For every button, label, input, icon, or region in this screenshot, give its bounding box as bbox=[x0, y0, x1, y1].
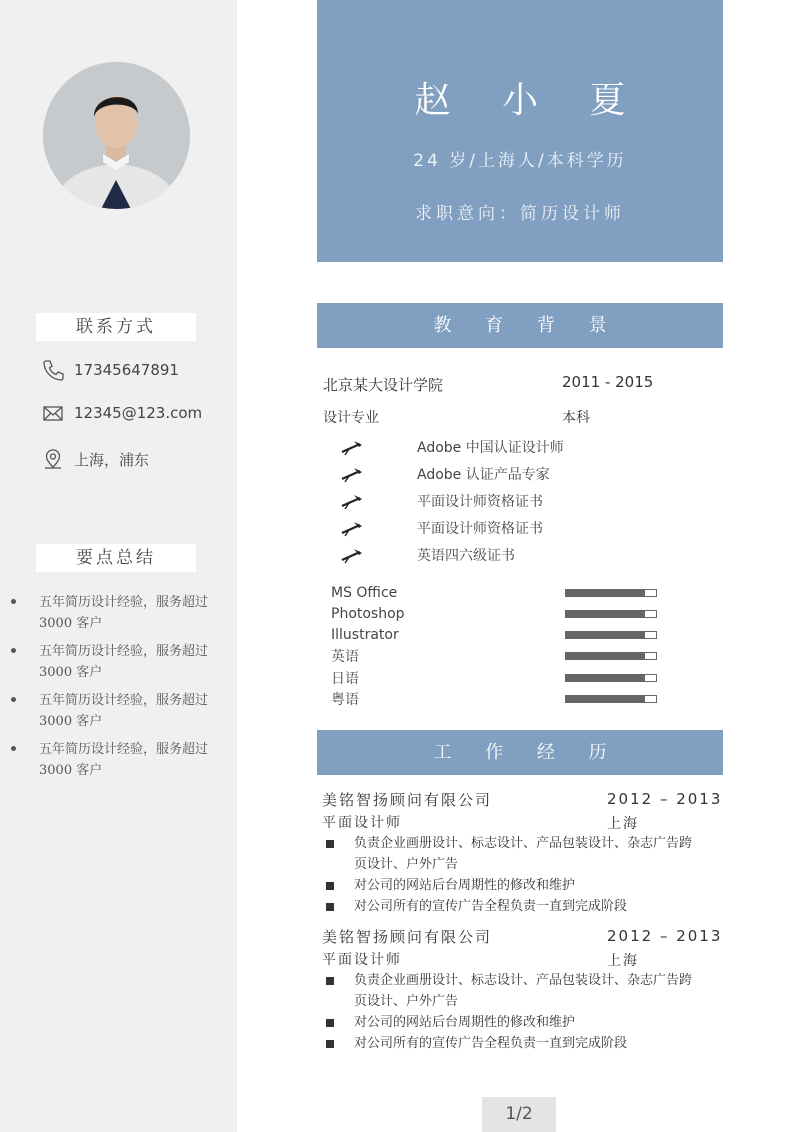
summary-item: 五年简历设计经验，服务超过 3000 客户 bbox=[8, 641, 223, 683]
skill-row bbox=[331, 625, 661, 645]
job-date: 2012 – 2013 bbox=[607, 790, 723, 808]
contact-heading: 联系方式 bbox=[36, 313, 196, 341]
summary-heading: 要点总结 bbox=[36, 544, 196, 572]
skill-bar-fill bbox=[566, 675, 645, 681]
skill-label: Illustrator bbox=[331, 627, 399, 643]
duty-item: 对公司所有的宣传广告全程负责一直到完成阶段 bbox=[326, 1033, 716, 1054]
skill-bar-fill bbox=[566, 653, 645, 659]
bullet-icon bbox=[11, 746, 16, 751]
skill-bar bbox=[565, 695, 657, 703]
location-text: 上海，浦东 bbox=[74, 450, 150, 469]
certificate-icon bbox=[340, 492, 364, 510]
certificate-item: 英语四六级证书 bbox=[340, 545, 515, 565]
summary-item: 五年简历设计经验，服务超过 3000 客户 bbox=[8, 690, 223, 732]
certificate-icon bbox=[340, 438, 364, 456]
job-title: 平面设计师 bbox=[322, 815, 402, 831]
square-bullet-icon bbox=[326, 903, 334, 911]
square-bullet-icon bbox=[326, 1040, 334, 1048]
skill-bar-fill bbox=[566, 632, 645, 638]
mail-icon bbox=[42, 402, 64, 424]
square-bullet-icon bbox=[326, 977, 334, 985]
square-bullet-icon bbox=[326, 882, 334, 890]
bullet-icon bbox=[11, 648, 16, 653]
skill-label: Photoshop bbox=[331, 606, 405, 622]
skill-bar bbox=[565, 610, 657, 618]
skill-row bbox=[331, 668, 661, 688]
job-company: 美铭智扬顾问有限公司 bbox=[322, 928, 493, 946]
skill-label: 日语 bbox=[331, 671, 359, 687]
duty-item: 对公司所有的宣传广告全程负责一直到完成阶段 bbox=[326, 896, 716, 917]
major: 设计专业 bbox=[323, 410, 379, 426]
school-years: 2011 - 2015 bbox=[562, 373, 654, 391]
duty-item: 对公司的网站后台周期性的修改和维护 bbox=[326, 875, 716, 896]
skill-bar-fill bbox=[566, 696, 645, 702]
candidate-info: 24 岁/上海人/本科学历 bbox=[413, 151, 627, 171]
certificate-icon bbox=[340, 546, 364, 564]
school-name: 北京某大设计学院 bbox=[323, 376, 444, 394]
job-intent: 求职意向：简历设计师 bbox=[415, 204, 625, 224]
certificate-item: 平面设计师资格证书 bbox=[340, 518, 543, 538]
candidate-name: 赵 小 夏 bbox=[414, 80, 646, 121]
contact-location bbox=[42, 448, 149, 470]
skill-label: 英语 bbox=[331, 649, 359, 665]
skill-bar-fill bbox=[566, 611, 645, 617]
phone-icon bbox=[42, 359, 64, 381]
contact-phone bbox=[42, 359, 179, 381]
skill-bar bbox=[565, 674, 657, 682]
work-heading: 工 作 经 历 bbox=[317, 730, 723, 775]
bullet-icon bbox=[11, 697, 16, 702]
skill-bar-fill bbox=[566, 590, 645, 596]
job-city: 上海 bbox=[607, 953, 639, 969]
certificate-icon bbox=[340, 465, 364, 483]
skill-row bbox=[331, 646, 661, 666]
phone-number: 17345647891 bbox=[74, 361, 179, 379]
duty-item: 对公司的网站后台周期性的修改和维护 bbox=[326, 1012, 716, 1033]
summary-item: 五年简历设计经验，服务超过 3000 客户 bbox=[8, 592, 223, 634]
skill-row bbox=[331, 604, 661, 624]
job-company: 美铭智扬顾问有限公司 bbox=[322, 791, 493, 809]
location-icon bbox=[42, 448, 64, 470]
skill-bar bbox=[565, 631, 657, 639]
sidebar bbox=[0, 0, 237, 1132]
contact-email bbox=[42, 402, 202, 424]
summary-item: 五年简历设计经验，服务超过 3000 客户 bbox=[8, 739, 223, 781]
job-title: 平面设计师 bbox=[322, 952, 402, 968]
duty-item: 负责企业画册设计、标志设计、产品包装设计、杂志广告跨页设计、户外广告 bbox=[326, 833, 716, 875]
page-indicator: 1/2 bbox=[482, 1097, 556, 1132]
job-date: 2012 – 2013 bbox=[607, 927, 723, 945]
square-bullet-icon bbox=[326, 840, 334, 848]
skill-row bbox=[331, 689, 661, 709]
profile-header bbox=[317, 0, 723, 262]
duty-item: 负责企业画册设计、标志设计、产品包装设计、杂志广告跨页设计、户外广告 bbox=[326, 970, 716, 1012]
certificate-icon bbox=[340, 519, 364, 537]
avatar bbox=[43, 62, 190, 209]
education-heading: 教 育 背 景 bbox=[317, 303, 723, 348]
degree: 本科 bbox=[562, 410, 590, 426]
square-bullet-icon bbox=[326, 1019, 334, 1027]
summary-list bbox=[8, 592, 223, 788]
bullet-icon bbox=[11, 599, 16, 604]
skill-row bbox=[331, 583, 661, 603]
skill-label: 粤语 bbox=[331, 692, 359, 708]
skill-bar bbox=[565, 589, 657, 597]
certificate-item: 平面设计师资格证书 bbox=[340, 491, 543, 511]
certificate-item: Adobe 中国认证设计师 bbox=[340, 437, 564, 457]
skill-label: MS Office bbox=[331, 585, 398, 601]
email-address: 12345@123.com bbox=[74, 404, 203, 422]
skill-bar bbox=[565, 652, 657, 660]
job-city: 上海 bbox=[607, 816, 639, 832]
certificate-item: Adobe 认证产品专家 bbox=[340, 464, 550, 484]
